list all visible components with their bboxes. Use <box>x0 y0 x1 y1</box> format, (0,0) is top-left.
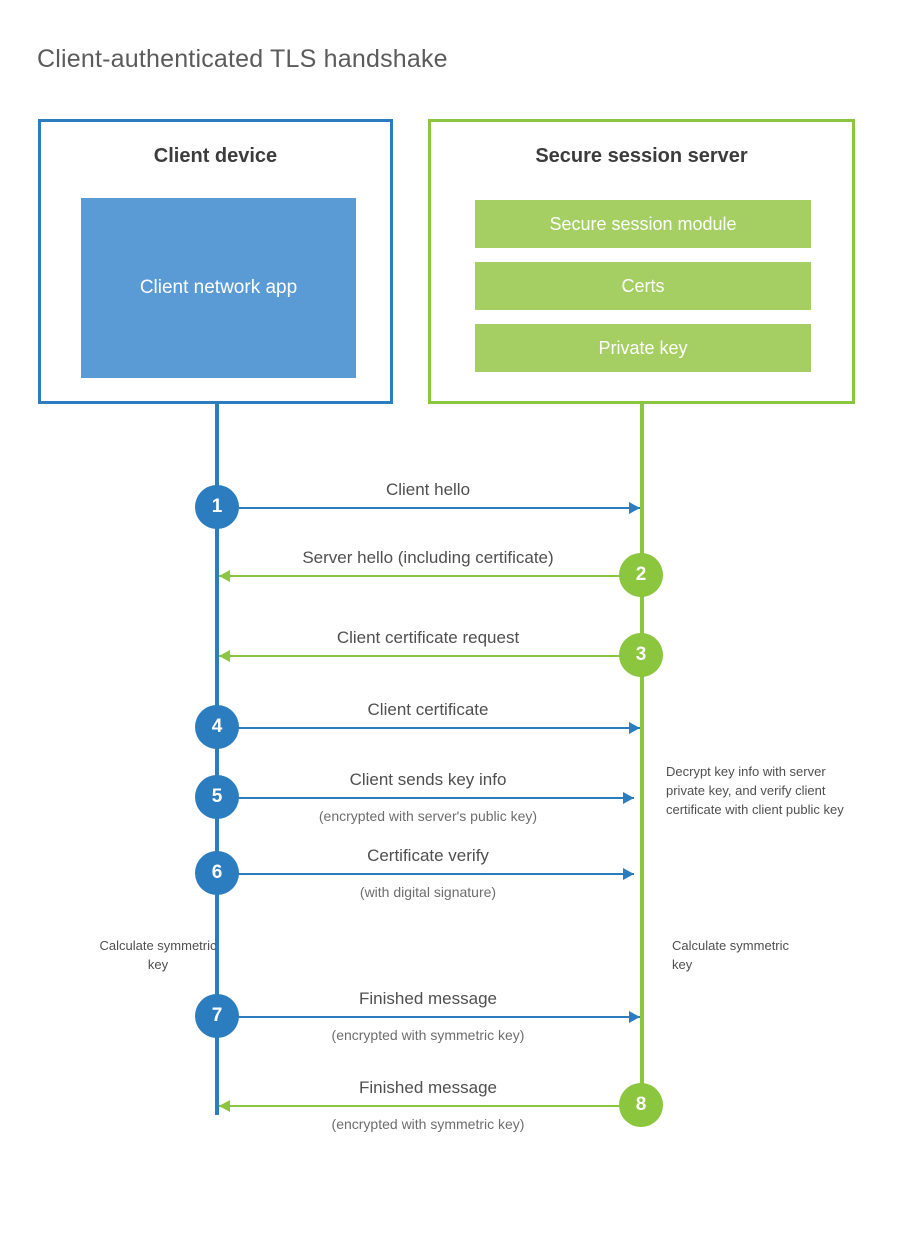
arrow-line-2 <box>219 575 640 577</box>
step-label-1: Client hello <box>385 480 471 499</box>
step-badge-2: 2 <box>619 553 663 597</box>
arrow-head-4 <box>629 722 640 734</box>
arrow-head-1 <box>629 502 640 514</box>
note-client-calculate-symmetric-key: Calculate symmetric key <box>99 938 217 972</box>
arrow-head-3 <box>219 650 230 662</box>
step-sublabel-8: (encrypted with symmetric key) <box>331 1116 525 1132</box>
arrow-head-8 <box>219 1100 230 1112</box>
step-badge-7: 7 <box>195 994 239 1038</box>
step-label-4: Client certificate <box>367 700 489 719</box>
step-badge-5: 5 <box>195 775 239 819</box>
arrow-head-7 <box>629 1011 640 1023</box>
server-module-secure-session: Secure session module <box>475 200 811 248</box>
step-badge-1: 1 <box>195 485 239 529</box>
step-sublabel-7: (encrypted with symmetric key) <box>331 1027 525 1043</box>
step-badge-8: 8 <box>619 1083 663 1127</box>
step-label-3: Client certificate request <box>336 628 520 647</box>
step-sublabel-6: (with digital signature) <box>359 884 497 900</box>
page-title: Client-authenticated TLS handshake <box>37 44 448 73</box>
client-device-title: Client device <box>153 145 278 167</box>
server-module-certs: Certs <box>475 262 811 310</box>
step-label-6: Certificate verify <box>367 846 489 865</box>
arrow-line-4 <box>217 727 640 729</box>
arrow-head-2 <box>219 570 230 582</box>
note-server-calculate-symmetric-key: Calculate symmetric key <box>672 938 790 972</box>
secure-session-server-title: Secure session server <box>535 145 748 167</box>
step-label-5: Client sends key info <box>349 770 507 789</box>
step-label-2: Server hello (including certificate) <box>302 548 554 567</box>
step-badge-6: 6 <box>195 851 239 895</box>
arrow-head-5 <box>623 792 634 804</box>
step-label-7: Finished message <box>359 989 497 1008</box>
server-module-private-key: Private key <box>475 324 811 372</box>
arrow-head-6 <box>623 868 634 880</box>
step-sublabel-5: (encrypted with server's public key) <box>318 808 538 824</box>
client-device-box <box>38 119 393 404</box>
arrow-line-3 <box>219 655 640 657</box>
note-decrypt-key-info: Decrypt key info with server private key, and verify client certificate with client public key <box>666 764 844 817</box>
step-label-8: Finished message <box>359 1078 497 1097</box>
arrow-line-1 <box>217 507 640 509</box>
arrow-line-8 <box>219 1105 640 1107</box>
step-badge-4: 4 <box>195 705 239 749</box>
arrow-line-7 <box>217 1016 640 1018</box>
client-network-app-block: Client network app <box>81 198 356 378</box>
arrow-line-6 <box>217 873 634 875</box>
secure-session-server-box <box>428 119 855 404</box>
arrow-line-5 <box>217 797 634 799</box>
step-badge-3: 3 <box>619 633 663 677</box>
